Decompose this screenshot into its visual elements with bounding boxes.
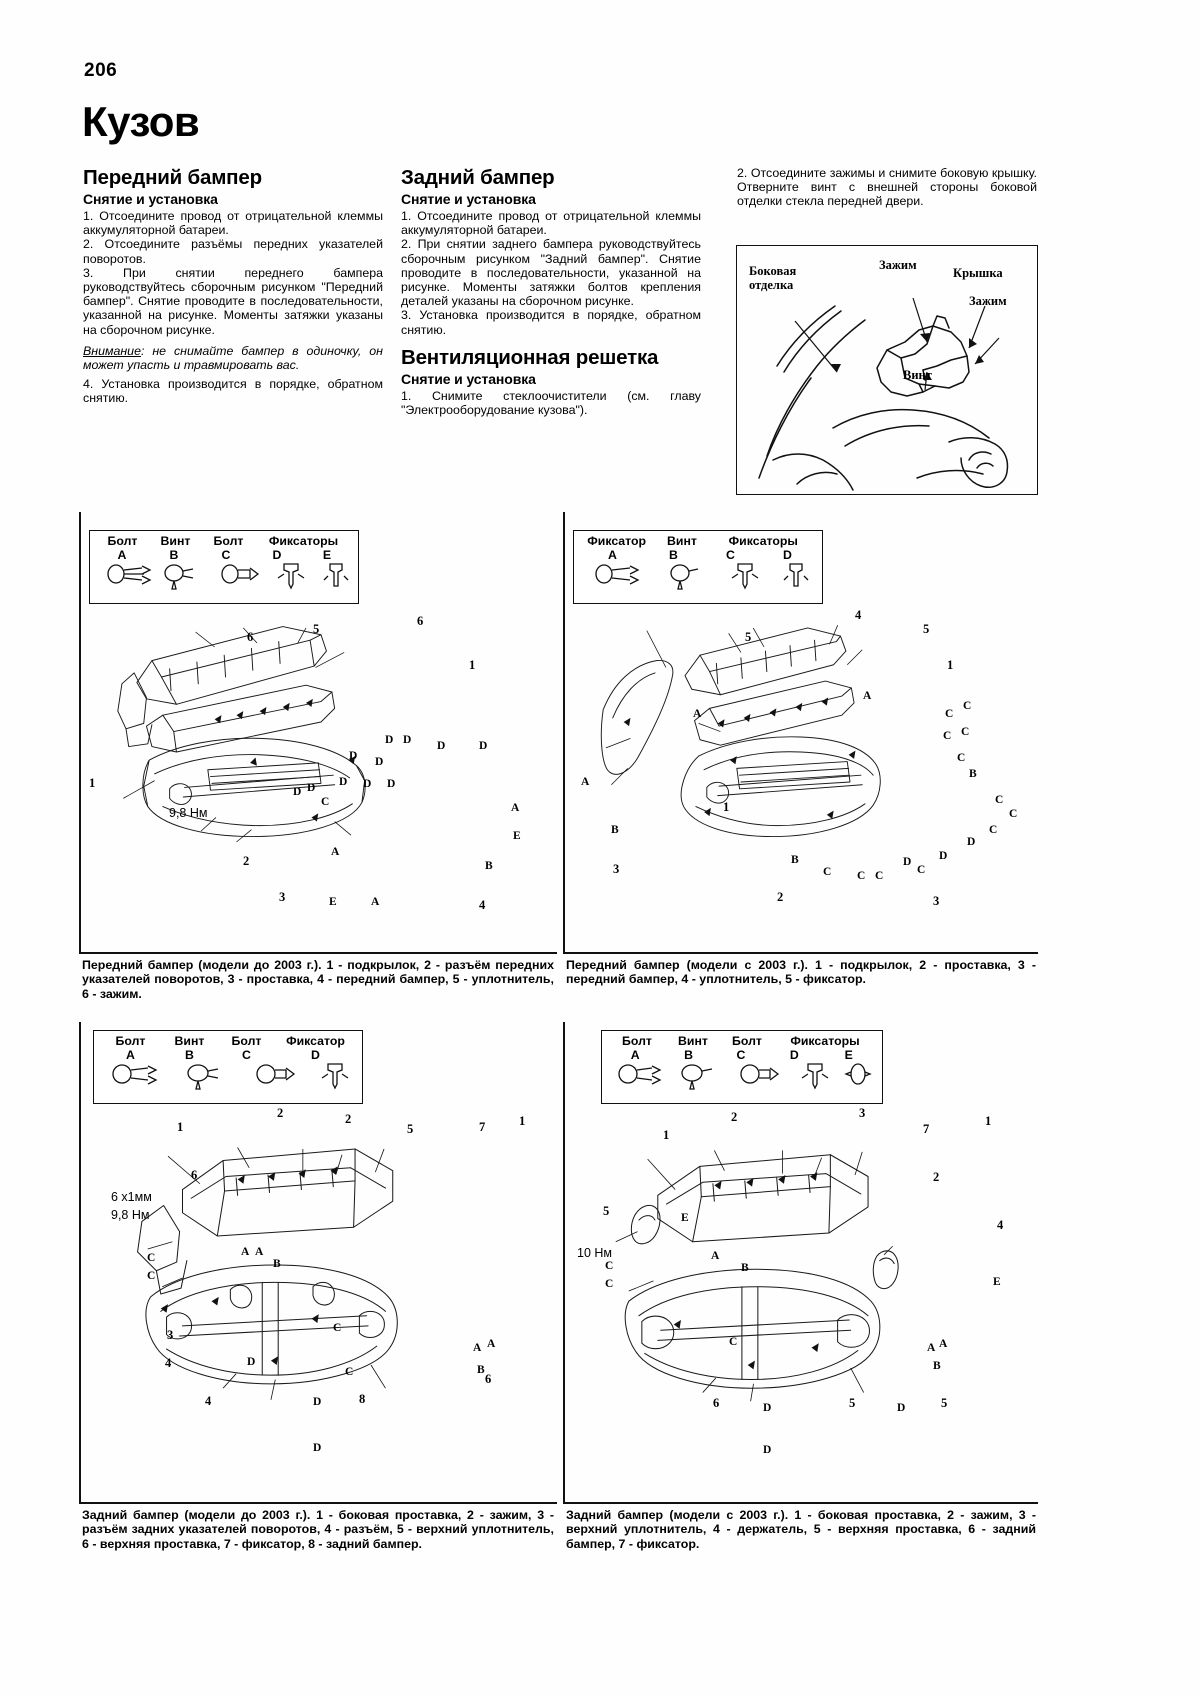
clip-e-icon	[846, 1064, 870, 1084]
fastener-mark-a: A	[331, 846, 340, 858]
caption-rule-1	[79, 952, 557, 954]
callout-3: 3	[167, 1328, 174, 1342]
page-number: 206	[84, 60, 118, 81]
fastener-mark-e: E	[681, 1212, 689, 1224]
bolt-c-icon	[257, 1065, 294, 1083]
fastener-mark-a: A	[255, 1246, 264, 1258]
fastener-mark-b: B	[791, 854, 799, 866]
callout-2-left: 2	[277, 1106, 284, 1120]
label-side-trim: Боковая отделка	[749, 264, 797, 292]
fastener-key-1-headers	[90, 531, 358, 548]
fastener-mark-d: D	[437, 740, 446, 752]
fastener-mark-a: A	[487, 1338, 496, 1350]
fastener-mark-c: C	[345, 1366, 354, 1378]
figure-front-bumper-pre2003	[79, 512, 559, 952]
clip-d-icon	[278, 564, 304, 588]
warning-label: Внимание	[83, 343, 141, 358]
key-letter: C	[736, 1048, 746, 1062]
paragraph-2-3: 3. Установка производится в порядке, обратном снятию.	[401, 308, 701, 337]
fastener-mark-d: D	[967, 836, 976, 848]
paragraph-2-2: 2. При снятии заднего бампера руководствуйтесь сборочным рисунком "Задний бампер". Снятие проводите в последовательности, указанной на рисунке. Моменты затяжки болтов крепления деталей указаны на сборочном рисунке.	[401, 237, 701, 309]
text-column-rear-bumper	[401, 166, 701, 417]
text-column-front-bumper	[83, 166, 383, 406]
key-letter: A	[608, 548, 617, 562]
caption-front-bumper-pre2003: Передний бампер (модели до 2003 г.). 1 - подкрылок, 2 - разъём передних указателей поворотов, 3 - проставка, 4 - передний бампер, 5 - уплотнитель, 6 - зажим.	[82, 958, 554, 1001]
key-letter: A	[126, 1048, 135, 1062]
key-header: Винт	[667, 534, 697, 548]
fastener-key-3-icons	[94, 1062, 360, 1092]
fastener-mark-e: E	[329, 896, 337, 908]
callout-5-bottom: 5	[849, 1396, 856, 1410]
screw-b-icon	[188, 1065, 218, 1089]
key-header: Болт	[622, 1034, 652, 1048]
figure-side-trim	[736, 245, 1038, 495]
fastener-mark-a: A	[371, 896, 380, 908]
callout-6: 6	[713, 1396, 720, 1410]
callout-4-mid: 4	[205, 1394, 212, 1408]
bolt-a-icon	[619, 1065, 660, 1084]
paragraph-1-3: 3. При снятии переднего бампера руководствуйтесь сборочным рисунком "Передний бампер". Снятие проводите в последовательности, указанной на рисунке. Моменты затяжки указаны на сборочном рисунке.	[83, 265, 383, 337]
key-letter: E	[844, 1048, 853, 1062]
key-header: Болт	[107, 534, 138, 548]
key-letter: E	[322, 548, 332, 562]
fastener-mark-c: C	[605, 1260, 614, 1272]
key-letter: D	[789, 1048, 799, 1062]
fastener-mark-b: B	[741, 1262, 749, 1274]
paragraph-1-2: 2. Отсоедините разъёмы передних указателей поворотов.	[83, 237, 383, 266]
fastener-mark-b: B	[969, 768, 977, 780]
fastener-mark-c: C	[961, 726, 970, 738]
torque-label-1: 9,8 Нм	[169, 806, 208, 820]
fastener-key-1-letters	[90, 548, 358, 562]
fastener-key-4-icons	[602, 1062, 880, 1092]
caption-rule-2	[563, 952, 1038, 954]
callout-1-left: 1	[89, 776, 96, 790]
fastener-mark-d: D	[903, 856, 912, 868]
callout-1-left: 1	[177, 1120, 184, 1134]
callout-4: 4	[997, 1218, 1004, 1232]
callout-3-right: 3	[933, 894, 940, 908]
fastener-mark-d: D	[479, 740, 488, 752]
fastener-key-4-letters	[602, 1048, 882, 1062]
clip-d-icon	[322, 1064, 348, 1088]
fastener-key-2-icons	[574, 562, 820, 592]
key-letter: A	[630, 1048, 640, 1062]
fastener-mark-d: D	[897, 1402, 906, 1414]
paragraph-2-1: 1. Отсоедините провод от отрицательной клеммы аккумуляторной батареи.	[401, 209, 701, 238]
fastener-mark-d: D	[387, 778, 396, 790]
fastener-mark-d: D	[293, 786, 302, 798]
torque-label-4: 10 Нм	[577, 1246, 612, 1260]
torque-label-3: 9,8 Нм	[111, 1208, 150, 1222]
key-letter: B	[169, 548, 179, 562]
key-header: Болт	[213, 534, 244, 548]
callout-2: 2	[243, 854, 250, 868]
fastener-mark-d: D	[349, 750, 358, 762]
fastener-mark-d: D	[763, 1444, 772, 1456]
label-clip-right: Зажим	[969, 294, 1007, 308]
torque-size-label-3: 6 x1мм	[111, 1190, 152, 1204]
callout-6-left: 6	[247, 630, 254, 644]
bolt-a-icon	[113, 1065, 156, 1084]
fastener-mark-b: B	[485, 860, 493, 872]
label-cover: Крышка	[953, 266, 1003, 280]
heading-ventilation-grille: Вентиляционная решетка	[401, 345, 659, 369]
fastener-mark-c: C	[875, 870, 884, 882]
warning-note	[83, 344, 383, 372]
caption-front-bumper-post2003: Передний бампер (модели с 2003 г.). 1 - подкрылок, 2 - проставка, 3 - передний бампер, 4 - уплотнитель, 5 - фиксатор.	[566, 958, 1036, 987]
fastener-mark-d: D	[403, 734, 412, 746]
fastener-mark-c: C	[823, 866, 832, 878]
fastener-mark-d: D	[939, 850, 948, 862]
callout-6: 6	[191, 1168, 198, 1182]
fastener-mark-d: D	[385, 734, 394, 746]
fastener-mark-c: C	[917, 864, 926, 876]
fastener-mark-d: D	[375, 756, 384, 768]
callout-2-mid: 2	[345, 1112, 352, 1126]
callout-3: 3	[279, 890, 286, 904]
fastener-mark-d: D	[339, 776, 348, 788]
paragraph-3-1: 1. Снимите стеклоочистители (см. главу "Электрооборудование кузова").	[401, 388, 701, 418]
callout-5: 5	[313, 622, 320, 636]
callout-8: 8	[359, 1392, 366, 1406]
callout-6-right: 6	[417, 614, 424, 628]
figure-rear-bumper-pre2003	[79, 1022, 559, 1502]
key-letter: D	[311, 1048, 320, 1062]
screw-b-icon	[671, 565, 698, 589]
fastener-key-1-icons	[90, 562, 356, 592]
paragraph-4-1: 2. Отсоедините зажимы и снимите боковую крышку. Отверните винт с внешней стороны боковой отделки стекла передней двери.	[737, 166, 1037, 209]
fastener-key-3	[93, 1030, 363, 1104]
key-letter: D	[272, 548, 282, 562]
key-letter: A	[117, 548, 127, 562]
subheading-removal-install-1: Снятие и установка	[83, 191, 218, 207]
fastener-mark-c: C	[147, 1270, 156, 1282]
key-header: Винт	[678, 1034, 708, 1048]
fastener-mark-a: A	[473, 1342, 482, 1354]
fastener-key-3-letters	[94, 1048, 362, 1062]
fastener-mark-b: B	[273, 1258, 281, 1270]
callout-4-left: 4	[165, 1356, 172, 1370]
fastener-mark-a: A	[511, 802, 520, 814]
fastener-mark-c: C	[857, 870, 866, 882]
fastener-mark-e: E	[513, 830, 521, 842]
rear-bumper-post2003-artwork	[565, 1104, 909, 1452]
fastener-mark-a: A	[927, 1342, 936, 1354]
fastener-mark-c: C	[333, 1322, 342, 1334]
fastener-mark-a: A	[581, 776, 590, 788]
callout-7: 7	[479, 1120, 486, 1134]
key-header: Фиксатор	[587, 534, 647, 548]
screw-b-icon	[165, 565, 193, 589]
key-letter: B	[684, 1048, 694, 1062]
caption-rear-bumper-post2003: Задний бампер (модели с 2003 г.). 1 - боковая проставка, 2 - зажим, 3 - верхний уплотнитель, 4 - держатель, 5 - верхняя проставка, 6 - задний бампер, 7 - фиксатор.	[566, 1508, 1036, 1551]
fastener-mark-c: C	[989, 824, 998, 836]
key-letter: B	[669, 548, 678, 562]
heading-front-bumper: Передний бампер	[83, 166, 262, 189]
fastener-mark-b: B	[611, 824, 619, 836]
key-header: Фиксатор	[286, 1034, 345, 1048]
key-header: Болт	[231, 1034, 262, 1048]
callout-5-left: 5	[745, 630, 752, 644]
callout-2-left: 2	[731, 1110, 738, 1124]
paragraph-1-4: 4. Установка производится в порядке, обратном снятию.	[83, 377, 383, 406]
fastener-mark-a: A	[711, 1250, 720, 1262]
fastener-mark-d: D	[313, 1396, 322, 1408]
fastener-mark-c: C	[605, 1278, 614, 1290]
label-clip-top: Зажим	[879, 258, 917, 272]
fastener-mark-c: C	[1009, 808, 1018, 820]
callout-1-right: 1	[519, 1114, 526, 1128]
key-header: Болт	[115, 1034, 146, 1048]
fastener-mark-a: A	[863, 690, 872, 702]
callout-1-left: 1	[663, 1128, 670, 1142]
fastener-key-4	[601, 1030, 883, 1104]
text-column-side-trim	[737, 166, 1037, 209]
callout-3-left: 3	[613, 862, 620, 876]
fastener-mark-d: D	[363, 778, 372, 790]
fastener-mark-c: C	[943, 730, 952, 742]
fastener-mark-c: C	[957, 752, 966, 764]
callout-6-right: 6	[485, 1372, 492, 1386]
key-header: Фиксаторы	[728, 534, 798, 548]
callout-7: 7	[923, 1122, 930, 1136]
callout-2: 2	[777, 890, 784, 904]
bolt-a-icon	[108, 565, 150, 584]
clip-d-icon	[802, 1064, 828, 1088]
front-bumper-post2003-artwork	[565, 602, 889, 902]
key-letter: D	[783, 548, 792, 562]
fastener-key-4-headers	[602, 1031, 882, 1048]
callout-3: 3	[859, 1106, 866, 1120]
clip-d-icon	[784, 564, 808, 586]
caption-rear-bumper-pre2003: Задний бампер (модели до 2003 г.). 1 - боковая проставка, 2 - зажим, 3 - разъём задних указателей поворотов, 4 - разъём, 5 - верхний уплотнитель, 6 - верхняя проставка, 7 - фиксатор, 8 - задний бампер.	[82, 1508, 554, 1551]
callout-2-right: 2	[933, 1170, 940, 1184]
fastener-mark-d: D	[313, 1442, 322, 1454]
fastener-mark-a: A	[241, 1246, 250, 1258]
caption-rule-4	[563, 1502, 1038, 1504]
callout-1-right: 1	[985, 1114, 992, 1128]
fastener-mark-e: E	[993, 1276, 1001, 1288]
warning-text: : не снимайте бампер в одиночку, он может упасть и травмировать вас.	[83, 343, 383, 373]
fastener-mark-c: C	[945, 708, 954, 720]
fastener-mark-c: C	[321, 796, 330, 808]
clip-c-icon	[732, 564, 758, 588]
bolt-c-icon	[741, 1065, 778, 1083]
figure-front-bumper-post2003	[563, 512, 1040, 952]
chapter-title: Кузов	[82, 98, 200, 145]
subheading-removal-install-2: Снятие и установка	[401, 191, 536, 207]
fastener-key-2-headers	[574, 531, 822, 548]
screw-b-icon	[682, 1065, 712, 1089]
fastener-mark-c: C	[729, 1336, 738, 1348]
fastener-key-2	[573, 530, 823, 604]
callout-1-left: 1	[723, 800, 730, 814]
caption-rule-3	[79, 1502, 557, 1504]
callout-5-right: 5	[941, 1396, 948, 1410]
fastener-mark-b: B	[933, 1360, 941, 1372]
callout-5-right: 5	[923, 622, 930, 636]
rear-bumper-pre2003-artwork	[81, 1104, 428, 1452]
key-letter: C	[726, 548, 735, 562]
paragraph-1-1: 1. Отсоедините провод от отрицательной клеммы аккумуляторной батареи.	[83, 209, 383, 238]
key-header: Фиксаторы	[790, 1034, 860, 1048]
heading-rear-bumper: Задний бампер	[401, 166, 555, 189]
bolt-c-icon	[222, 565, 258, 583]
fastener-mark-c: C	[963, 700, 972, 712]
clip-e-icon	[324, 564, 348, 586]
fastener-mark-d: D	[307, 782, 316, 794]
fastener-mark-b: B	[477, 1364, 485, 1376]
callout-4: 4	[855, 608, 862, 622]
callout-1-right: 1	[469, 658, 476, 672]
key-letter: B	[185, 1048, 194, 1062]
callout-1-right: 1	[947, 658, 954, 672]
fastener-mark-a: A	[939, 1338, 948, 1350]
subheading-removal-install-3: Снятие и установка	[401, 370, 536, 387]
key-header: Фиксаторы	[268, 534, 339, 548]
fastener-mark-d: D	[763, 1402, 772, 1414]
label-screw: Винт	[903, 368, 932, 382]
key-letter: C	[242, 1048, 251, 1062]
fastener-mark-c: C	[147, 1252, 156, 1264]
callout-5-left: 5	[603, 1204, 610, 1218]
fastener-key-3-headers	[94, 1031, 362, 1048]
key-letter: C	[221, 548, 231, 562]
fastener-key-1	[89, 530, 359, 604]
callout-5: 5	[407, 1122, 414, 1136]
clip-a-icon	[596, 565, 638, 584]
fastener-mark-d: D	[247, 1356, 256, 1368]
key-header: Болт	[732, 1034, 762, 1048]
fastener-mark-c: C	[995, 794, 1004, 806]
key-header: Винт	[160, 534, 191, 548]
key-header: Винт	[174, 1034, 205, 1048]
figure-rear-bumper-post2003	[563, 1022, 1040, 1502]
fastener-key-2-letters	[574, 548, 822, 562]
callout-4: 4	[479, 898, 486, 912]
fastener-mark-a: A	[693, 708, 702, 720]
